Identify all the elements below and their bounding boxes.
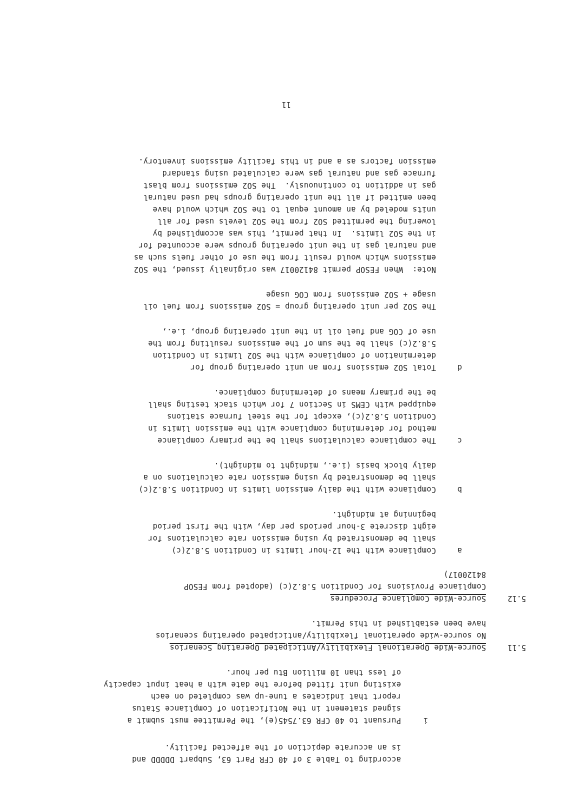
item-a-line-1: Compliance with the 12-hour limits in Condition 5.8.2(c) (171, 546, 436, 555)
item-d-line-4: use of COG and fuel oil in the unit operating group, i.e., (162, 327, 436, 336)
item-i-line-1: Pursuant to 40 CFR 63.7545(e), the Permittee must submit a (127, 716, 401, 725)
item-a-line-4: beginning at midnight. (332, 510, 436, 519)
item-d-line-1: Total SO2 emissions from an unit operating group for (190, 363, 436, 372)
item-a-line-3: eight discrete 3-hour periods per day, with the first period (152, 522, 436, 531)
item-b-line-2: shall be demonstrated by using emission rate calculations on a (143, 473, 436, 482)
item-i-label: i (423, 716, 428, 725)
item-d-note-10: emission factors as a and in this facility emissions inventory. (138, 157, 436, 166)
item-d-note-3: and natural gas in the unit operating groups were accounted for (138, 241, 436, 250)
item-d-note-8: gas in addition to continuously. The SO2 emissions from blast (143, 181, 436, 190)
section-5-12-intro-2: 84120017) (443, 570, 486, 579)
item-d-label: d (457, 363, 462, 372)
section-5-11-body-1: No source-wide operational flexibility/anticipated operating scenarios (155, 631, 486, 640)
item-c-line-1: The compliance calculations shall be the primary compliance (157, 436, 436, 445)
item-c-line-2: method for determining compliance with the emission limits in (147, 424, 436, 433)
item-a-line-2: shall be demonstrated by using emission rate calculations for (147, 534, 436, 543)
item-d-note-1: Note: When FESOP permit 84120017 was originally issued, the SO2 (133, 265, 436, 274)
item-a-label: a (457, 546, 462, 555)
item-c-line-5: be the primary means of determining compliance. (214, 388, 436, 397)
section-5-12-intro-1: Compliance Provisions for Condition 5.8.2(c) (adopted from FESOP (183, 582, 486, 591)
item-b-line-1: Compliance with the daily emission limits in Condition 5.8.2(c) (138, 485, 436, 494)
item-d-note-4: in the SO2 limits. In that permit, this was accomplished by (152, 229, 436, 238)
section-5-12-number: 5.12 (507, 594, 526, 603)
item-b-label: b (457, 485, 462, 494)
page-number: 11 (281, 100, 291, 109)
item-d-note-2: emissions which would result from the use of other fuels such as (133, 253, 436, 262)
item-d-note-5: lowering the permitted SO2 from the SO2 levels used for all (157, 217, 436, 226)
item-d-formula-2: usage + SO2 emissions from COG usage (266, 290, 436, 299)
item-c-line-4: equipped with CEMS in Section 7 for which stack testing shall (147, 400, 436, 409)
item-b-line-3: daily block basis (i.e., midnight to midnight). (214, 461, 436, 470)
section-5-11-title: Source-Wide Operational Flexibility/Anticipated Operating Scenarios (169, 643, 486, 652)
item-i-line-3: report that indicates a tune-up was completed on each (150, 692, 401, 701)
item-d-formula-1: The SO2 per unit operating group = SO2 emissions from fuel oil (143, 302, 436, 311)
item-d-line-3: 5.8.2(c) shall be the sum of the emissions resulting from the (147, 339, 436, 348)
item-d-line-2: determination of compliance with the SO2 limits in Condition (152, 351, 436, 360)
item-d-note-6: units modeled by an amount equal to the SO2 which would have (152, 205, 436, 214)
item-c-line-3: Condition 5.8.2(c), except for the steel furnace stations (166, 412, 436, 421)
item-d-note-7: been emitted if all the unit operating groups had used natural (143, 193, 436, 202)
section-5-12-title: Source-Wide Compliance Procedures (330, 594, 486, 603)
item-c-label: c (457, 436, 462, 445)
section-5-11-body-2: have been established in this Permit. (311, 619, 486, 628)
item-d-note-9: furnace gas and natural gas were calculated using standard (162, 169, 436, 178)
item-i-line-2: signed statement in the Notification of Compliance Status (131, 704, 401, 713)
top-line-2: is an accurate depiction of the affected facility. (164, 743, 401, 752)
top-line-1: according to Table 3 of 40 CFR Part 63, Subpart DDDDD and (131, 755, 401, 764)
item-i-line-5: of less than 10 million Btu per hour. (226, 668, 401, 677)
item-i-line-4: existing unit fitted before the date with a heat input capacity (103, 680, 401, 689)
section-5-11-number: 5.11 (507, 643, 526, 652)
